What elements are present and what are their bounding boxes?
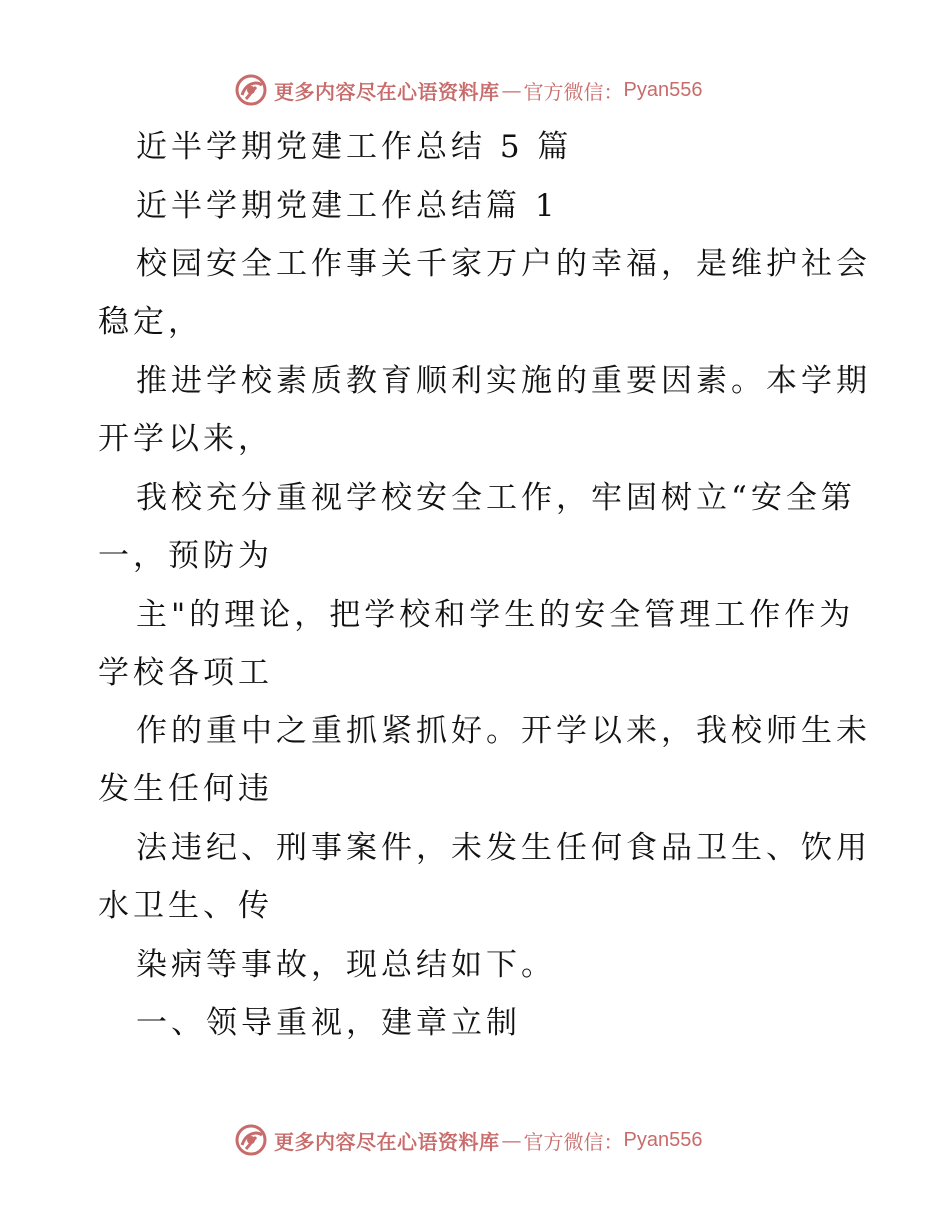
body-line: 校园安全工作事关千家万户的幸福，是维护社会 <box>136 246 871 282</box>
banner-dash: — <box>501 1128 522 1152</box>
brand-logo-icon <box>234 1123 268 1157</box>
header-banner <box>0 70 950 110</box>
body-line: 水卫生、传 <box>98 888 273 924</box>
footer-banner <box>0 1120 950 1160</box>
body-line: 染病等事故，现总结如下。 <box>136 947 556 983</box>
body-line: 推进学校素质教育顺利实施的重要因素。本学期 <box>136 363 871 399</box>
banner-title: 更多内容尽在心语资料库 <box>274 79 500 104</box>
brand-logo-icon <box>234 73 268 107</box>
body-line: 我校充分重视学校安全工作，牢固树立“安全第 <box>136 480 856 516</box>
body-line: 开学以来， <box>98 421 273 457</box>
body-line: 学校各项工 <box>98 655 273 691</box>
banner-title: 更多内容尽在心语资料库 <box>274 1129 500 1154</box>
section-title: 近半学期党建工作总结篇 1 <box>136 188 559 224</box>
document-title: 近半学期党建工作总结 5 篇 <box>136 129 573 165</box>
banner-wechat-id: Pyan556 <box>623 1128 703 1151</box>
subsection-heading: 一、领导重视，建章立制 <box>136 1005 521 1041</box>
banner-wechat-label: 官方微信： <box>523 79 624 104</box>
body-line: 一，预防为 <box>98 538 273 574</box>
banner-wechat-label: 官方微信： <box>523 1129 624 1154</box>
banner-wechat-id: Pyan556 <box>623 78 703 101</box>
body-line: 稳定， <box>98 304 203 340</box>
body-line: 发生任何违 <box>98 771 273 807</box>
body-line: 法违纪、刑事案件，未发生任何食品卫生、饮用 <box>136 830 871 866</box>
body-line: 主"的理论，把学校和学生的安全管理工作作为 <box>136 597 855 633</box>
banner-dash: — <box>501 78 522 102</box>
body-line: 作的重中之重抓紧抓好。开学以来，我校师生未 <box>136 713 871 749</box>
